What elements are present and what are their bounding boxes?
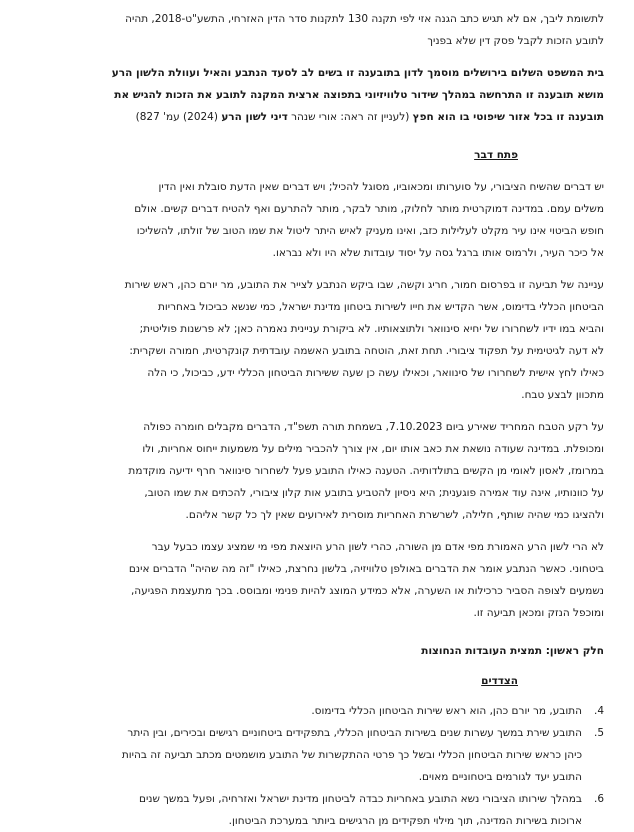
- paragraph-line: על כוונותיו, אינה עוד אמירה פוגענית; היא ניסיון להטביע בתובע אות קלון ציבורי, להכתים את שמו הטוב,: [144, 487, 604, 499]
- paragraph-line: הביטחון הכללי בדימוס, אשר הקדיש את חייו לשירות ביטחון מדינת ישראל, כמי שנשא כביכול באחריות: [157, 301, 604, 313]
- paragraph-line: ולהציגו כמי שהיה שותף, חלילה, לשרשרת האחריות מוסרית לאירועים שאין לך כל קשר אליהם.: [185, 509, 604, 521]
- reference-text: (2024) עמ' 827): [135, 111, 222, 123]
- paragraph-line: אל כיכר העיר, ולרמוס אותו ברגל גסה על יסוד עובדות שלא היו ולא נבראו.: [272, 247, 604, 259]
- paragraph-line: ביטחוני. כאשר הנתבע אומר את הדברים באולפן טלוויזיה, בלשון נחרצת, כאילו "זה מה שהיה" הדברים אינם: [128, 563, 604, 575]
- paragraph-line: חופש הביטוי אינו עיר מקלט לעלילות כזב, ואינו מעניק לאיש היתר ליטול את שמו הטוב של זולתו, להשליכו: [136, 225, 604, 237]
- jurisdiction-notice: בית המשפט השלום בירושלים מוסמך לדון בתובענה זו בשים לב לסעד הנתבע והאיל ועוולת הלשון הרע: [111, 67, 604, 79]
- paragraph-line: במרומז, לאסון לאומי מן הקשים בתולדותיה. הטענה כאילו התובע פעל לשחרור סינוואר חרף ידיעה מוקדמת: [128, 465, 604, 477]
- paragraph-line: לא הרי לשון הרע האמורת מפי אדם מן השורה, כהרי לשון הרע היוצאת מפי מי שמציג עצמו כבעל עבר: [151, 541, 604, 553]
- paragraph-line: לא דעה לגיטימית על תפקוד ציבורי. תחת זאת, הוטחה בתובע האשמה עובדתית קונקרטית, חמורה ושקרית:: [129, 345, 604, 357]
- intro-line: לתובע הזכות לקבל פסק דין שלא בפניך: [427, 35, 604, 47]
- jurisdiction-notice-ref: [28, 106, 604, 128]
- item-line: במהלך שירותו הציבורי נשא התובע באחריות כבדה לביטחון מדינת ישראל ואזרחיה, ופעל במשך שנים: [138, 793, 582, 805]
- list-item: [28, 722, 604, 788]
- item-line: התובע יעד לגורמים ביטחוניים מאוים.: [418, 771, 582, 783]
- item-line: כיהן כראש שירות הביטחון הכללי ובשל כך פרטי ההתקשרות של התובע מושמטים מכתב תביעה זה בהיות: [121, 749, 582, 761]
- parties-list: [28, 700, 604, 832]
- item-line: ארוכות בשירות המדינה, תוך מילוי תפקידים מן הרגישים ביותר במערכת הביטחון.: [228, 815, 582, 827]
- jurisdiction-notice-bold: תובענה זו בכל אזור שיפוטי בו הוא חפץ: [412, 111, 604, 123]
- list-item: [28, 788, 604, 832]
- intro-line: לתשומת ליבך, אם לא תגיש כתב הגנה אזי לפי תקנה 130 לתקנות סדר הדין האזרחי, התשע"ט-2018, תהיה: [125, 13, 604, 25]
- paragraph-line: עניינה של תביעה זו בפרסום חמור, חריג וקשה, שבו ביקש הנתבע לצייר את התובע, מר יורם כהן, ראש שירות: [124, 279, 604, 291]
- list-item: [28, 700, 604, 722]
- reference-book-title: דיני לשון הרע: [221, 111, 288, 123]
- opening-paragraph-3: [28, 416, 604, 526]
- paragraph-line: מתכוון לבצע טבח.: [521, 389, 604, 401]
- section-title-part1: חלק ראשון: תמצית העובדות הנחוצות: [421, 645, 604, 657]
- opening-paragraph-1: [28, 176, 604, 264]
- section-title-opening: פתח דבר: [474, 149, 518, 161]
- jurisdiction-notice: מושא תובענה זו התרחשה במהלך שידור טלוויזיוני בתפוצה ארצית המקנה לתובע את הזכות להגיש את: [114, 89, 604, 101]
- paragraph-line: יש דברים שהשיח הציבורי, על סוערותו ומכאוביו, מסוגל להכיל; ויש דברים שאין הדעת סובלת ואין הדין: [158, 181, 604, 193]
- paragraph-line: משלים עמם. במדינה דמוקרטית מותר לחלוק, מותר לבקר, מותר להתרעם ואף להטיח דברים קשים. אולם: [134, 203, 604, 215]
- opening-paragraph-4: [28, 536, 604, 624]
- item-number: 4.: [593, 705, 604, 717]
- paragraph-line: כאילו לחץ אישית לשחרורו של סינוואר, וכאילו עשה כן שעה ששירות הביטחון הכללי ידע, כביכול, כי הלה: [147, 367, 604, 379]
- paragraph-line: על רקע הטבח המחריד שאירע ביום 7.10.2023, בשמחת תורה תשפ"ד, הדברים מקבלים חומרה כפולה: [143, 421, 604, 433]
- reference-text: (לעניין זה ראה: אורי שנהר: [287, 111, 413, 123]
- item-text: התובע, מר יורם כהן, הוא ראש שירות הביטחון הכללי בדימוס.: [311, 705, 582, 717]
- item-number: 6.: [593, 793, 604, 805]
- paragraph-line: והביא במו ידיו לשחרורו של יחיא סינוואר ולתוצאותיו. לא ביקורת עניינית נאמרה כאן; לא פרשנות פוליטית;: [139, 323, 604, 335]
- item-text: [28, 788, 582, 832]
- subsection-title-parties: הצדדים: [481, 675, 518, 687]
- item-text: [28, 722, 582, 788]
- paragraph-line: נשמעים לצופה הסביר כרכילות או השערה, אלא כמידע המוצג להיות פנימי ומבוסס. בכך מתעצמת הפגיעה,: [130, 585, 604, 597]
- item-line: התובע שירת במשך עשרות שנים בשירות הביטחון הכללי, בתפקידים ביטחוניים רגישים ובכירים, ובין היתר: [127, 727, 582, 739]
- paragraph-line: ומוכפל הנזק ומכאן תביעה זו.: [473, 607, 604, 619]
- item-number: 5.: [593, 727, 604, 739]
- paragraph-line: ומכופלת. במדינה שעודה נושאת את כאב אותו יום, אין צורך להכביר מילים על משמעות ייחוס אחריות, ולו: [142, 443, 604, 455]
- opening-paragraph-2: [28, 274, 604, 406]
